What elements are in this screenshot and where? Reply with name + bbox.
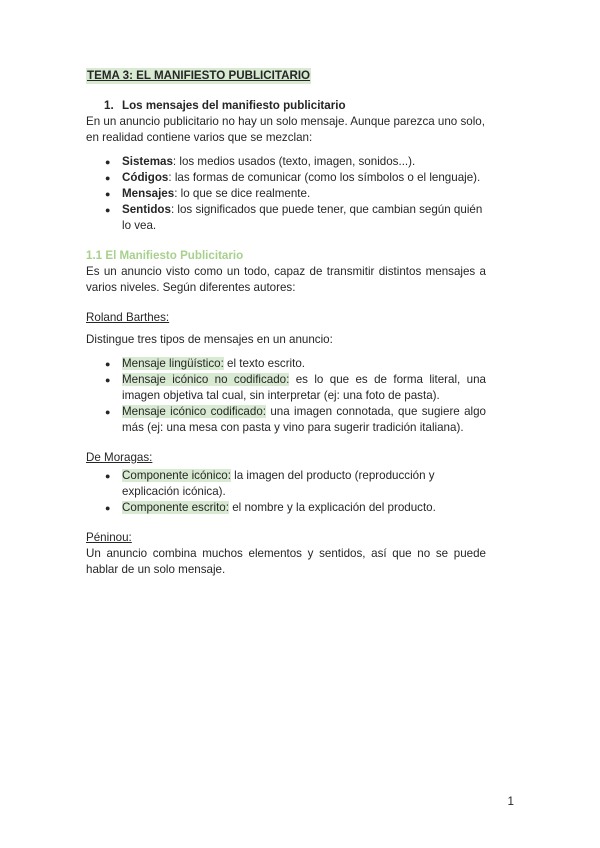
document-page [86, 68, 486, 578]
list-item [122, 372, 486, 404]
author-barthes: Roland Barthes: [86, 311, 170, 324]
barthes-intro: Distingue tres tipos de mensajes en un anuncio: [86, 333, 333, 346]
list-item [122, 468, 486, 500]
section-1-1-heading: 1.1 El Manifiesto Publicitario [86, 249, 244, 262]
list-item-term: Mensajes [122, 187, 175, 200]
list-item-term: Mensaje lingüístico: [122, 357, 224, 370]
list-item [122, 500, 486, 516]
list-item-term: Sistemas [122, 155, 173, 168]
page-number: 1 [507, 795, 514, 808]
list-item-text: es lo que es de forma literal, una imagen objetiva tal cual, sin interpretar (ej: una foto de pasta). [122, 373, 486, 402]
list-item-text: : los medios usados (texto, imagen, sonidos...). [172, 155, 416, 168]
section-1-list [86, 154, 486, 234]
section-1-heading-text: Los mensajes del manifiesto publicitario [122, 99, 346, 112]
list-item [122, 154, 486, 170]
section-1-1-intro: Es un anuncio visto como un todo, capaz de transmitir distintos mensajes a varios niveles. Según diferentes autores: [86, 265, 486, 294]
list-item-term: Mensaje icónico codificado: [122, 405, 266, 418]
list-item-term: Sentidos [122, 203, 171, 216]
list-item-text: el texto escrito. [223, 357, 306, 370]
section-1-number: 1. [104, 99, 114, 112]
list-item-text: : las formas de comunicar (como los símbolos o el lenguaje). [168, 171, 481, 184]
list-item-term: Mensaje icónico no codificado: [122, 373, 290, 386]
list-item [122, 186, 486, 202]
list-item-text: el nombre y la explicación del producto. [228, 501, 436, 514]
list-item [122, 202, 486, 234]
section-1-intro: En un anuncio publicitario no hay un solo mensaje. Aunque parezca uno solo, en realidad contiene varios que se mezclan: [86, 115, 485, 144]
section-1-heading [86, 98, 486, 114]
author-peninou: Péninou: [86, 531, 132, 544]
list-item-term: Componente escrito: [122, 501, 229, 514]
list-item-text: una imagen connotada, que sugiere algo más (ej: una mesa con pasta y vino para sugerir tradición italiana). [122, 405, 487, 434]
list-item-term: Códigos [122, 171, 169, 184]
list-item-text: la imagen del producto (reproducción y explicación icónica). [122, 469, 435, 498]
list-item-text: : los significados que puede tener, que cambian según quién lo vea. [122, 203, 483, 232]
author-moragas: De Moragas: [86, 451, 153, 464]
moragas-list [86, 468, 486, 516]
list-item [122, 170, 486, 186]
list-item-text: : lo que se dice realmente. [174, 187, 311, 200]
list-item [122, 356, 486, 372]
document-title: TEMA 3: EL MANIFIESTO PUBLICITARIO [87, 69, 311, 82]
list-item-term: Componente icónico: [122, 469, 231, 482]
barthes-list [86, 356, 486, 436]
list-item [122, 404, 486, 436]
peninou-text: Un anuncio combina muchos elementos y sentidos, así que no se puede hablar de un solo mensaje. [86, 547, 486, 576]
